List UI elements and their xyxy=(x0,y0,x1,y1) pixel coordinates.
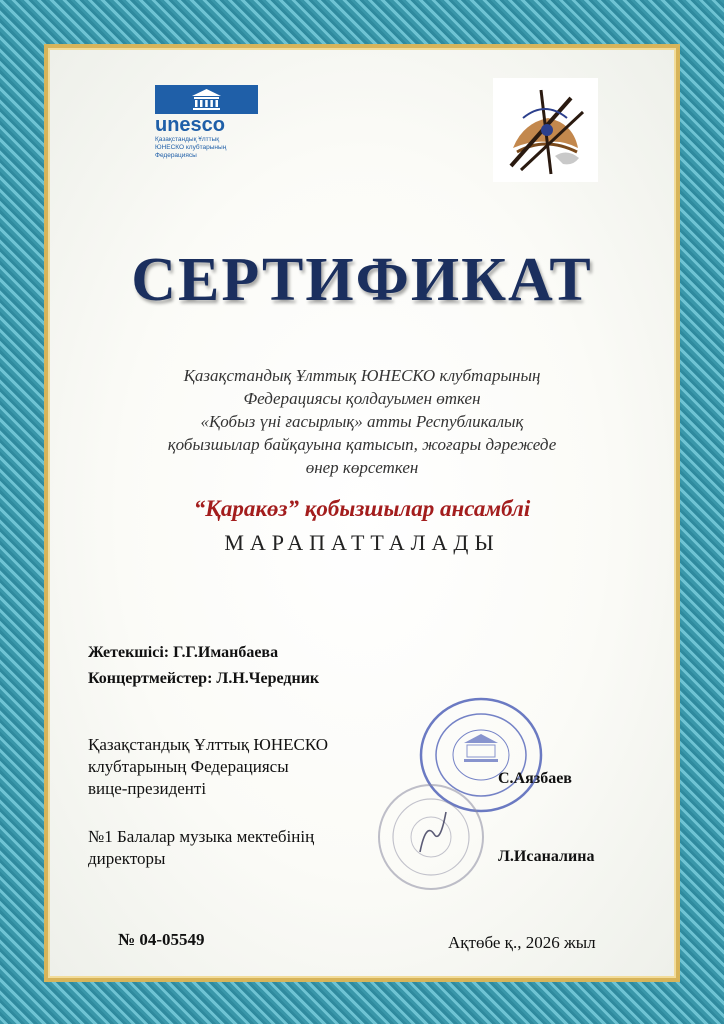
unesco-subtitle-line: Қазақстандық Ұлттық xyxy=(155,136,220,143)
unesco-subtitle-line: ЮНЕСКО клубтарының xyxy=(155,144,227,151)
signatory-title-line: клубтарының Федерациясы xyxy=(88,757,289,776)
body-line: қобызшылар байқауына қатысып, жоғары дәрежеде xyxy=(167,435,557,454)
signatory-title-line: вице-президенті xyxy=(88,779,207,798)
unesco-subtitle-line: Федерациясы xyxy=(155,152,197,159)
signatory-director xyxy=(88,826,314,870)
school-seal-icon xyxy=(376,782,486,892)
place-date: Ақтөбе қ., 2026 жыл xyxy=(448,933,596,952)
ensemble-name: “Қаракөз” қобызшылар ансамблі xyxy=(193,496,531,521)
body-line: Федерациясы қолдауымен өткен xyxy=(243,389,481,408)
unesco-logo xyxy=(155,85,258,160)
certificate-number: № 04-05549 xyxy=(118,930,205,949)
kobyz-emblem-icon xyxy=(493,78,598,182)
unesco-wordmark: unesco xyxy=(155,114,226,136)
signatory-vice-president xyxy=(88,734,328,800)
body-line: өнер көрсеткен xyxy=(305,458,419,477)
awarded-text: МАРАПАТТАЛАДЫ xyxy=(224,530,500,555)
accompanist-line: Концертмейстер: Л.Н.Чередник xyxy=(88,670,320,687)
unesco-temple-icon xyxy=(155,85,258,114)
body-line: «Қобыз үні ғасырлық» атты Республикалық xyxy=(200,412,524,431)
participants xyxy=(88,640,319,692)
signatory-name: С.Аязбаев xyxy=(498,770,572,787)
certificate-body xyxy=(90,364,634,479)
leader-line: Жетекшісі: Г.Г.Иманбаева xyxy=(88,644,279,661)
body-line: Қазақстандық Ұлттық ЮНЕСКО клубтарының xyxy=(183,366,541,385)
signatory-title-line: №1 Балалар музыка мектебінің xyxy=(88,827,315,846)
certificate-title: СЕРТИФИКАТ xyxy=(131,246,593,314)
signatory-title-line: Қазақстандық Ұлттық ЮНЕСКО xyxy=(88,735,329,754)
signatory-title-line: директоры xyxy=(88,849,166,868)
signatory-name: Л.Исаналина xyxy=(498,848,595,865)
